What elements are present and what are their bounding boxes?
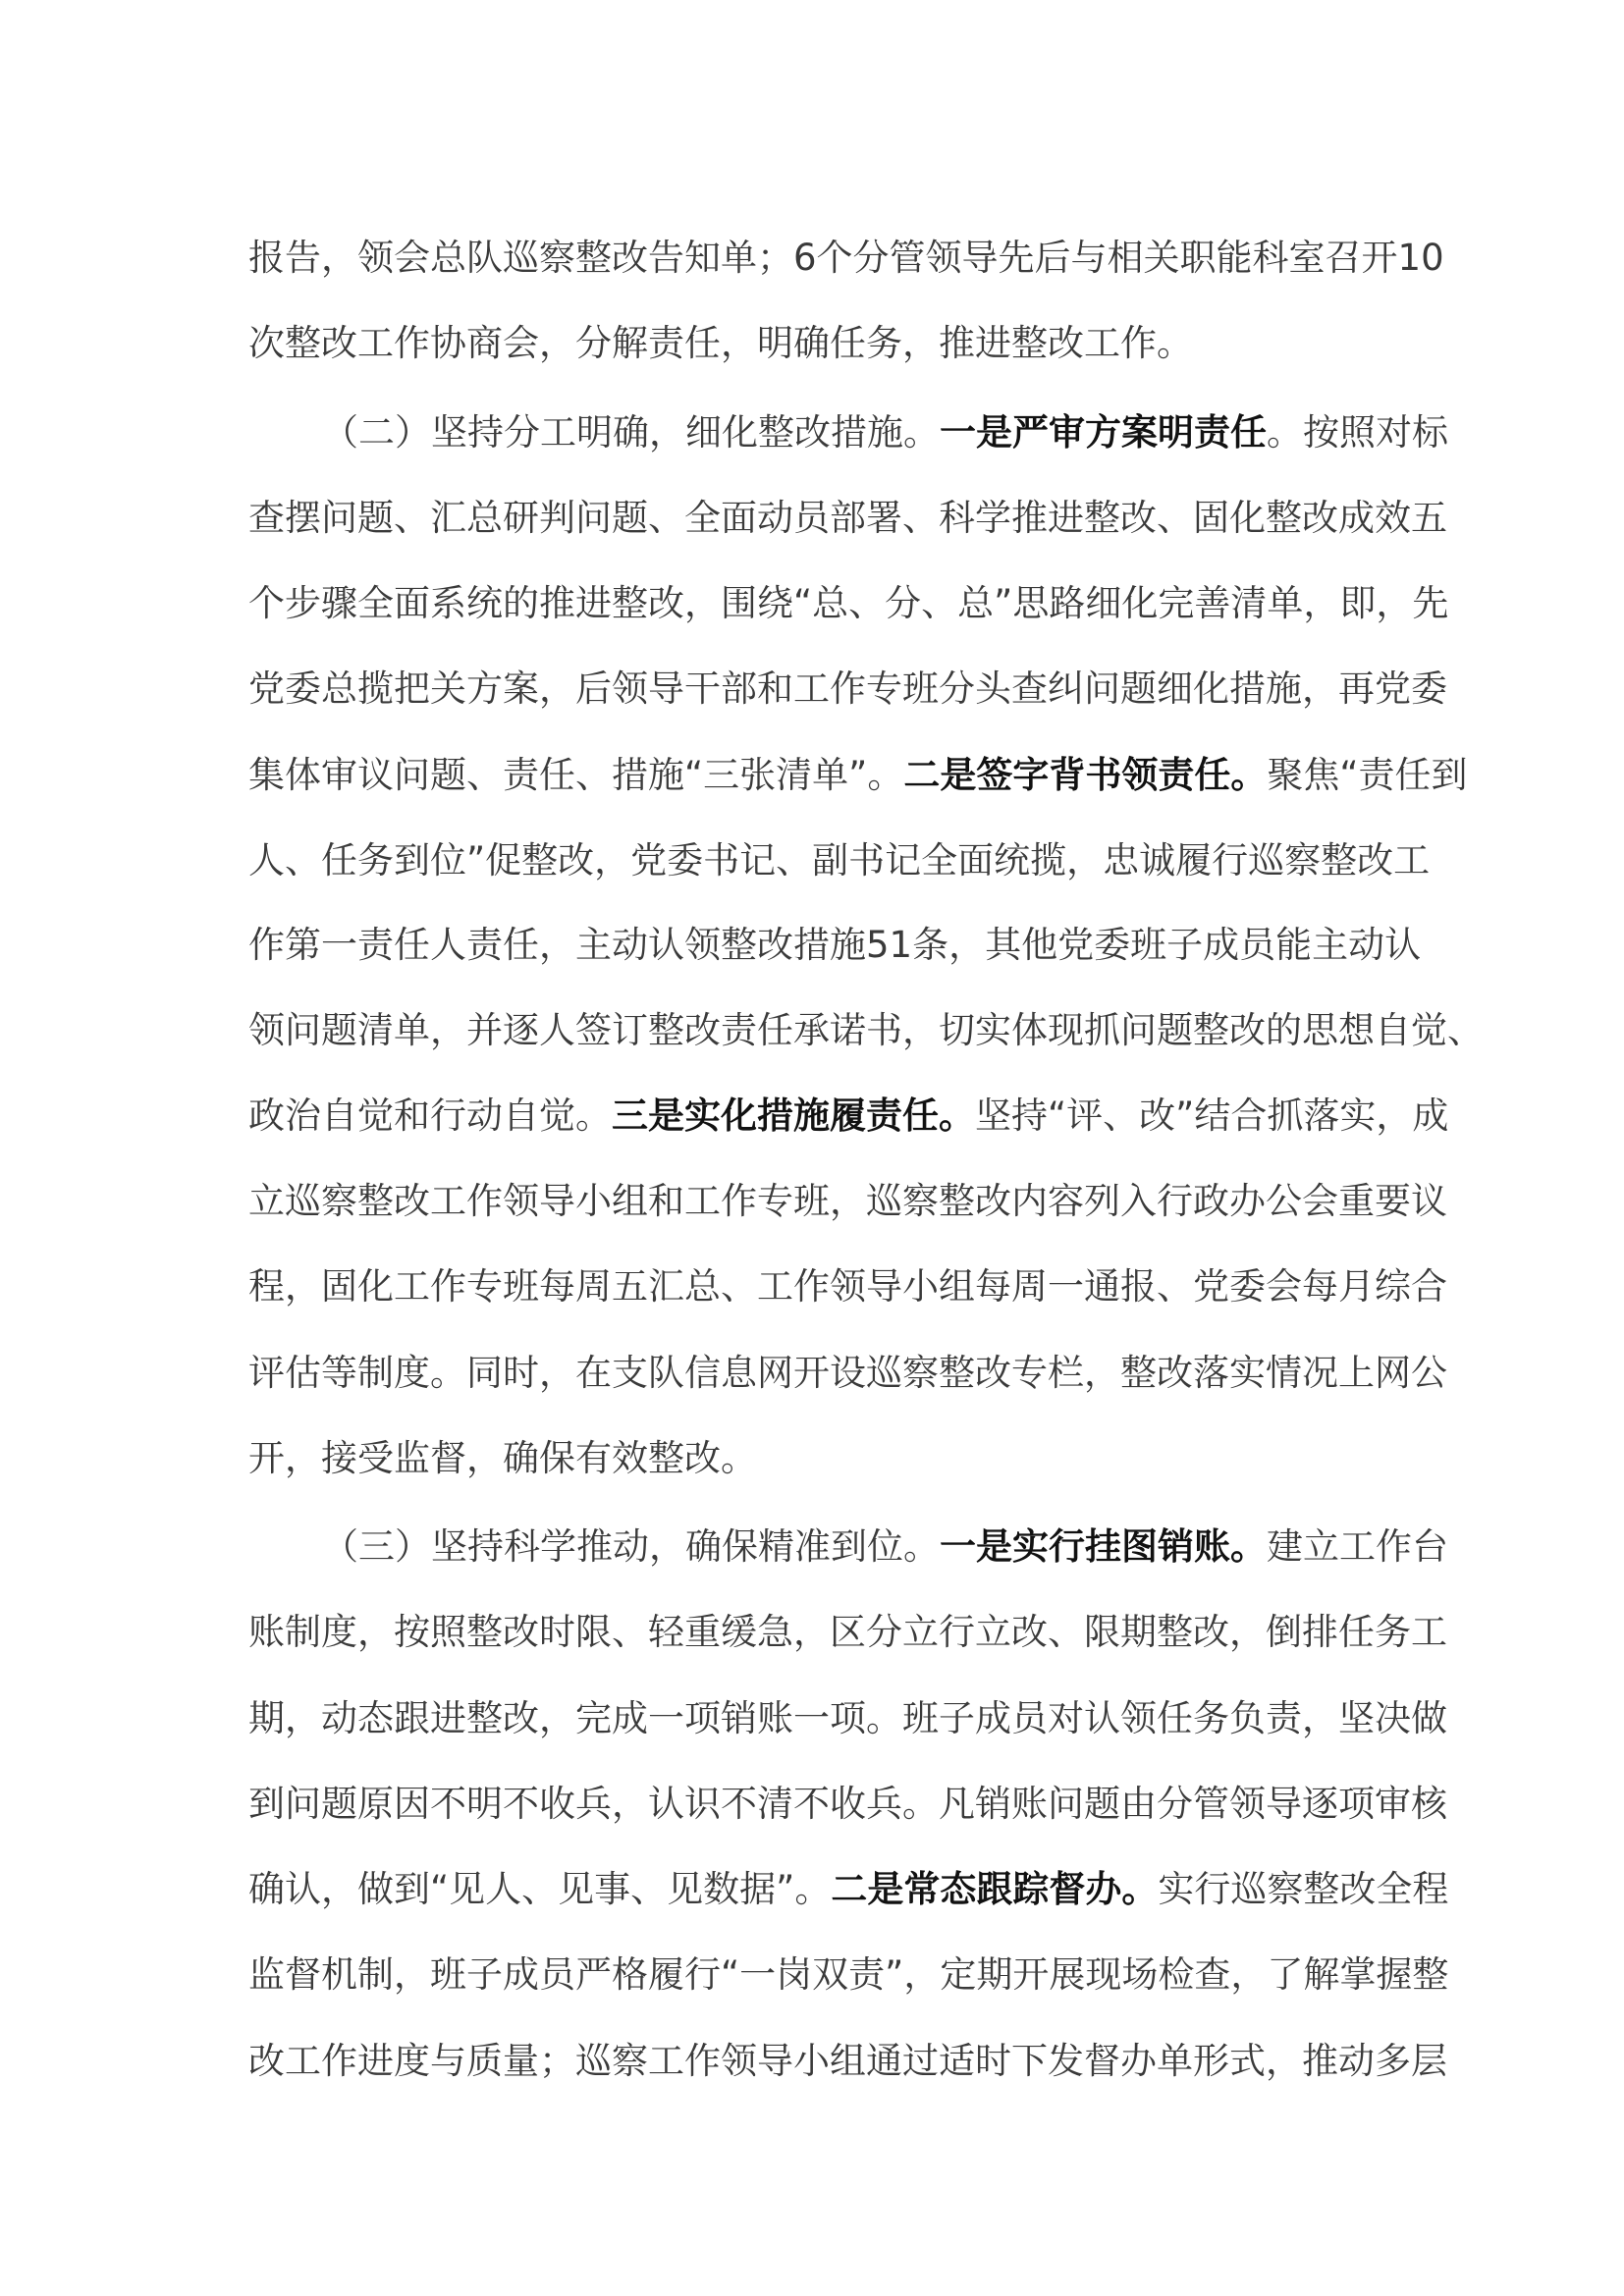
body-text: 。按照对标 xyxy=(1267,411,1448,454)
body-text: （二）坚持分工明确，细化整改措施。 xyxy=(322,411,940,454)
text-line xyxy=(248,750,1468,801)
body-text: 报告，领会总队巡察整改告知单；6个分管领导先后与相关职能科室召开10 xyxy=(248,237,1444,279)
text-line xyxy=(248,1607,1447,1658)
text-line xyxy=(248,318,1385,369)
text-line xyxy=(248,664,1447,715)
text-line xyxy=(248,1693,1447,1744)
text-line xyxy=(248,2036,1447,2087)
bold-heading-text: 一是严审方案明责任 xyxy=(940,411,1267,454)
text-line xyxy=(248,835,1431,886)
body-text: （三）坚持科学推动，确保精准到位。 xyxy=(322,1525,940,1568)
body-text: 监督机制，班子成员严格履行“一岗双责”，定期开展现场检查，了解掌握整 xyxy=(248,1953,1449,1996)
body-text: 作第一责任人责任，主动认领整改措施51条，其他党委班子成员能主动认 xyxy=(248,924,1422,966)
body-text: 确认，做到“见人、见事、见数据”。 xyxy=(248,1868,832,1910)
bold-heading-text: 二是签字背书领责任。 xyxy=(903,754,1268,796)
body-text: 聚焦“责任到 xyxy=(1267,754,1468,796)
body-text: 期，动态跟进整改，完成一项销账一项。班子成员对认领任务负责，坚决做 xyxy=(248,1697,1447,1739)
bold-heading-text: 二是常态跟踪督办。 xyxy=(831,1868,1159,1910)
text-line xyxy=(248,1091,1449,1142)
text-line xyxy=(248,920,1422,971)
body-text: 改工作进度与质量；巡察工作领导小组通过适时下发督办单形式，推动多层 xyxy=(248,2040,1447,2082)
text-line xyxy=(248,493,1447,544)
body-text: 人、任务到位”促整改，党委书记、副书记全面统揽，忠诚履行巡察整改工 xyxy=(248,839,1431,881)
text-line xyxy=(248,1864,1449,1915)
body-text: 立巡察整改工作领导小组和工作专班，巡察整改内容列入行政办公会重要议 xyxy=(248,1180,1447,1222)
text-line xyxy=(248,1348,1447,1399)
body-text: 坚持“评、改”结合抓落实，成 xyxy=(975,1095,1449,1137)
text-line xyxy=(248,1949,1449,2001)
body-text: 建立工作台 xyxy=(1267,1525,1448,1568)
body-text: 实行巡察整改全程 xyxy=(1158,1868,1449,1910)
text-line xyxy=(248,233,1444,284)
body-text: 到问题原因不明不收兵，认识不清不收兵。凡销账问题由分管领导逐项审核 xyxy=(248,1783,1447,1825)
text-line xyxy=(248,1433,1385,1484)
body-text: 开，接受监督，确保有效整改。 xyxy=(248,1437,757,1479)
body-text: 评估等制度。同时，在支队信息网开设巡察整改专栏，整改落实情况上网公 xyxy=(248,1352,1447,1394)
text-line xyxy=(248,1005,1484,1056)
body-text: 个步骤全面系统的推进整改，围绕“总、分、总”思路细化完善清单，即，先 xyxy=(248,582,1449,624)
paragraph-first-line xyxy=(322,1522,1448,1573)
body-text: 党委总揽把关方案，后领导干部和工作专班分头查纠问题细化措施，再党委 xyxy=(248,667,1447,710)
text-line xyxy=(248,578,1449,629)
body-text: 次整改工作协商会，分解责任，明确任务，推进整改工作。 xyxy=(248,322,1193,364)
text-line xyxy=(248,1261,1447,1312)
body-text: 集体审议问题、责任、措施“三张清单”。 xyxy=(248,754,904,796)
body-text: 账制度，按照整改时限、轻重缓急，区分立行立改、限期整改，倒排任务工 xyxy=(248,1611,1447,1653)
bold-heading-text: 一是实行挂图销账。 xyxy=(940,1525,1267,1568)
bold-heading-text: 三是实化措施履责任。 xyxy=(612,1095,975,1137)
body-text: 政治自觉和行动自觉。 xyxy=(248,1095,612,1137)
text-line xyxy=(248,1779,1447,1830)
paragraph-first-line xyxy=(322,407,1448,458)
body-text: 领问题清单，并逐人签订整改责任承诺书，切实体现抓问题整改的思想自觉、 xyxy=(248,1009,1484,1051)
body-text: 查摆问题、汇总研判问题、全面动员部署、科学推进整改、固化整改成效五 xyxy=(248,497,1447,539)
text-line xyxy=(248,1176,1447,1227)
body-text: 程，固化工作专班每周五汇总、工作领导小组每周一通报、党委会每月综合 xyxy=(248,1265,1447,1308)
